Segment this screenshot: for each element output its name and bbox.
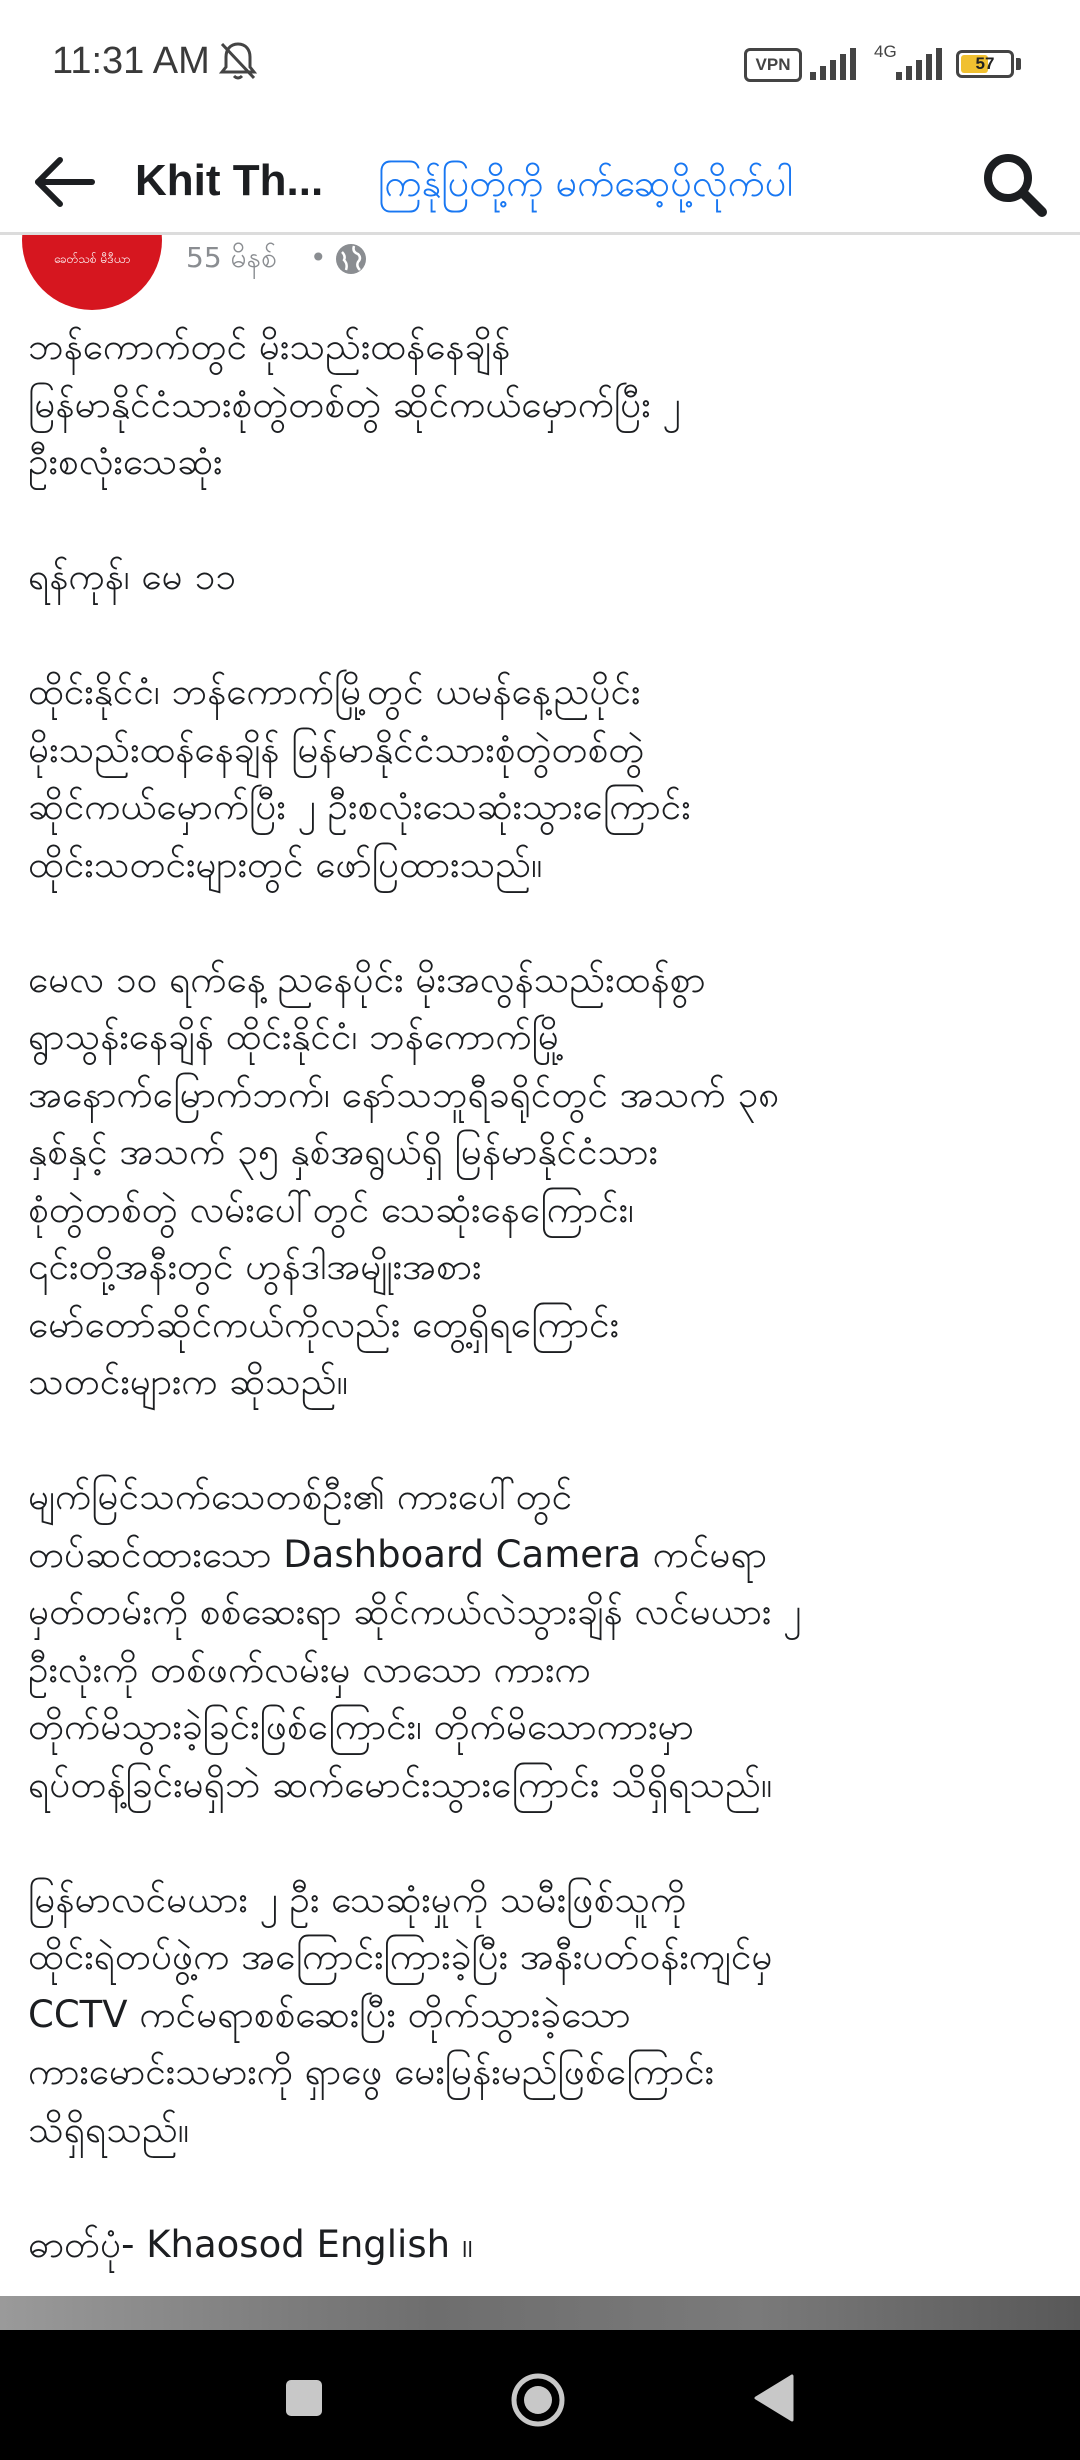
back-arrow-icon[interactable] (30, 152, 100, 212)
post-text-line: ဓာတ်ပုံ- Khaosod English ။ (28, 2222, 474, 2266)
post-text-line: ထိုင်းနိုင်ငံ၊ ဘန်ကောက်မြို့တွင် ယမန်နေ့ညပိုင်း (28, 670, 641, 713)
post-text-line: နှစ်နှင့် အသက် ၃၅ နှစ်အရွယ်ရှိ မြန်မာနိုင်ငံသား (28, 1130, 658, 1173)
message-link[interactable]: ကြန်ုပြတို့ကို မက်ဆေ့ပို့လိုက်ပါ (378, 161, 794, 205)
recent-apps-icon[interactable] (284, 2378, 324, 2418)
post-text-line: သိရှိရသည်။ (28, 2107, 190, 2151)
post-text-line: သတင်းများက ဆိုသည်။ (28, 1360, 348, 1403)
status-bar (0, 0, 1080, 130)
post-text-line: ၎င်းတို့အနီးတွင် ဟွန်ဒါအမျိုးအစား (28, 1245, 482, 1288)
search-icon[interactable] (978, 148, 1050, 220)
paragraph-gap (28, 1411, 1068, 1469)
post-image-edge[interactable] (0, 2296, 1080, 2330)
battery-icon (956, 50, 1014, 78)
mute-icon (218, 40, 258, 82)
post-text-line: ကားမောင်းသမားကို ရှာဖွေ မေးမြန်းမည်ဖြစ်ကြောင်း (28, 2050, 715, 2093)
app-header (0, 130, 1080, 235)
home-icon[interactable] (510, 2372, 566, 2428)
battery-level: 57 (975, 54, 995, 73)
post-text-line: စုံတွဲတစ်တွဲ လမ်းပေါ်တွင် သေဆုံးနေကြောင်း၊ (28, 1187, 634, 1231)
post-text-line: မြန်မာနိုင်ငံသားစုံတွဲတစ်တွဲ ဆိုင်ကယ်မှောက်ပြီး ၂ (28, 382, 681, 426)
nav-bar (0, 2330, 1080, 2460)
vpn-badge: VPN (744, 48, 802, 82)
paragraph-gap (28, 2158, 1068, 2216)
post-text-line: ထိုင်းရဲတပ်ဖွဲ့က အကြောင်းကြားခဲ့ပြီး အနီးပတ်ဝန်းကျင်မှ (28, 1935, 773, 1978)
post-text-line: မျက်မြင်သက်သေတစ်ဦး၏ ကားပေါ်တွင် (28, 1475, 573, 1518)
page-name[interactable]: Khit Th... (135, 156, 324, 205)
post-text-line: တိုက်မိသွားခဲ့ခြင်းဖြစ်ကြောင်း၊ တိုက်မိသောကားမှာ (28, 1705, 694, 1748)
post-text-line: ရပ်တန့်ခြင်းမရှိဘဲ ဆက်မောင်းသွားကြောင်း သိရှိရသည်။ (28, 1762, 773, 1806)
post-text-line: CCTV ကင်မရာစစ်ဆေးပြီး တိုက်သွားခဲ့သော (28, 1992, 631, 2036)
post-text-line: မေလ ၁၀ ရက်နေ့ ညနေပိုင်း မိုးအလွန်သည်းထန်စွာ (28, 957, 706, 1001)
avatar-caption: ခေတ်သစ် မီဒီယာ (53, 252, 131, 266)
post-text-line: ဘန်ကောက်တွင် မိုးသည်းထန်နေချိန် (28, 325, 511, 368)
paragraph-gap (28, 1813, 1068, 1871)
post-text-line: မော်တော်ဆိုင်ကယ်ကိုလည်း တွေ့ရှိရကြောင်း (28, 1302, 619, 1346)
post-text-line: မြန်မာလင်မယား ၂ ဦး သေဆုံးမှုကို သမီးဖြစ်သူကို (28, 1877, 687, 1921)
paragraph-gap (28, 491, 1068, 549)
network-type: 4G (874, 42, 897, 61)
post-text-line: ဆိုင်ကယ်မှောက်ပြီး ၂ ဦးစလုံးသေဆုံးသွားကြောင်း (28, 785, 691, 828)
post-text-line: ထိုင်းသတင်းများတွင် ဖော်ပြထားသည်။ (28, 842, 543, 886)
status-time: 11:31 AM (52, 40, 210, 82)
battery-tip (1016, 58, 1021, 70)
nav-back-icon[interactable] (752, 2374, 796, 2422)
globe-icon (334, 242, 368, 276)
signal-icon (808, 46, 858, 80)
post-text-line: ရန်ကုန်၊ မေ ၁၁ (28, 555, 236, 598)
post-text-line: ရွာသွန်းနေချိန် ထိုင်းနိုင်ငံ၊ ဘန်ကောက်မြို့ (28, 1015, 565, 1058)
post-text-line: ဦးလုံးကို တစ်ဖက်လမ်းမှ လာသော ကားက (28, 1647, 591, 1691)
post-text-line: မှတ်တမ်းကို စစ်ဆေးရာ ဆိုင်ကယ်လဲသွားချိန် လင်မယား ၂ (28, 1590, 802, 1633)
meta-separator: • (310, 241, 327, 274)
post-text-line: ဦးစလုံးသေဆုံး (28, 440, 223, 483)
post-body (28, 318, 1068, 2273)
header-divider (0, 232, 1080, 235)
signal-icon (894, 46, 944, 80)
post-text-line: တပ်ဆင်ထားသော Dashboard Camera ကင်မရာ (28, 1532, 767, 1576)
post-text-line: အနောက်မြောက်ဘက်၊ နော်သဘူရီခရိုင်တွင် အသက် ၃၈ (28, 1072, 780, 1116)
post-time[interactable]: 55 မိနစ် (186, 241, 277, 274)
paragraph-gap (28, 893, 1068, 951)
paragraph-gap (28, 606, 1068, 664)
post-text-line: မိုးသည်းထန်နေချိန် မြန်မာနိုင်ငံသားစုံတွဲတစ်တွဲ (28, 727, 645, 771)
